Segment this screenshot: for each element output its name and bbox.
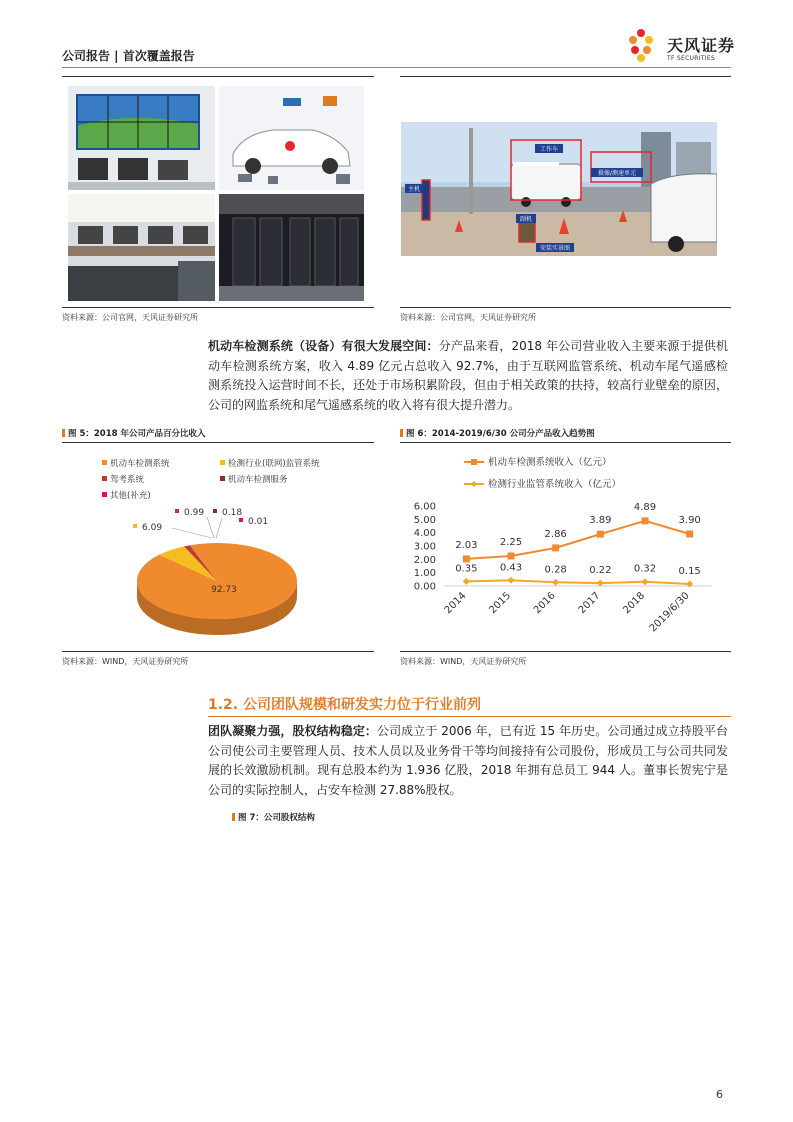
data-label: 0.32: [633, 563, 657, 575]
series-line: [466, 580, 689, 584]
line-legend-marker: [471, 481, 477, 487]
data-point: [463, 555, 470, 562]
data-label: 3.90: [678, 515, 701, 526]
data-label: 0.28: [544, 564, 567, 576]
data-point: [597, 531, 604, 538]
data-label: 0.22: [589, 565, 612, 577]
line-legend-marker: [471, 459, 477, 465]
label-aux: 副机: [519, 216, 533, 223]
paragraph-body: 公司成立于 2006 年，已有近 15 年历史。公司通过成立持股平台公司使公司主要管理人员、技术人员以及业务骨干等均间接持有公司股份，形成员工与公司共同发展的长效激励机制。现有总股本约为 1.936 亿股，2018 年拥有总员工 944 人。董事长贺宪宁是公司的实际控制人，占安车检测 27.88%股权。: [208, 724, 728, 797]
paragraph-product-analysis: [208, 337, 728, 415]
y-tick-label: 2.00: [413, 554, 436, 566]
logo-text-cn: 天风证券: [667, 36, 736, 55]
label-camera-unit: 摄像/测速单元: [597, 170, 637, 177]
paragraph-body: 分产品来看，2018 年公司营业收入主要来源于提供机动车检测系统方案，收入 4.89 亿元占总收入 92.7%，由于互联网监管系统、机动车尾气遥感检测系统投入运营时间不长，还处于市场积累阶段，但由于相关政策的扶持，较高行业壁垒的原因，公司的网监系统和尾气遥感系统的收入将有很大提升潜力。: [208, 339, 728, 412]
y-tick-label: 5.00: [413, 514, 436, 526]
data-point: [686, 581, 693, 588]
aux-box-icon: [519, 220, 535, 242]
report-header-title: 公司报告 | 首次覆盖报告: [62, 49, 195, 63]
x-tick-label: 2017: [576, 590, 603, 617]
data-label: 2.03: [455, 539, 478, 551]
y-tick-label: 3.00: [413, 541, 436, 553]
fig5-top-rule: [62, 442, 374, 443]
header-divider: [62, 67, 731, 68]
data-point: [686, 531, 693, 538]
x-tick-label: 2016: [532, 590, 558, 617]
server-room-photo: [219, 194, 364, 301]
pie-chart: [62, 446, 374, 646]
x-tick-label: 2019/6/30: [647, 590, 692, 635]
control-room-photo: [68, 86, 215, 190]
paragraph-team-structure: [208, 722, 728, 800]
x-tick-label: 2018: [621, 590, 648, 617]
fig5-title: [62, 427, 206, 439]
office-photo: [68, 194, 215, 301]
host-box-icon: [422, 180, 430, 220]
page-number: 6: [716, 1088, 723, 1101]
photo-left-source: 资料来源：公司官网，天风证券研究所: [62, 313, 198, 322]
product-photo-collage: [68, 86, 364, 301]
data-point: [508, 553, 515, 560]
pie-label-marker: [133, 524, 137, 528]
remote-sensing-installation-photo: [401, 122, 717, 256]
fig6-title-text: 图 6：2014-2019/6/30 公司分产品收入趋势图: [406, 429, 595, 439]
fig6-top-rule: [400, 442, 731, 443]
pie-leader-line: [207, 517, 214, 538]
data-point: [552, 544, 559, 551]
fig-marker: [62, 429, 65, 437]
pie-legend-swatch: [220, 460, 225, 465]
pie-value-label: 6.09: [142, 523, 163, 533]
fig5-title-text: 图 5：2018 年公司产品百分比收入: [68, 429, 206, 439]
fig-marker: [232, 813, 235, 821]
right-top-rule: [400, 76, 731, 77]
label-work-vehicle: 工作车: [539, 146, 559, 153]
photo-right-source: 资料来源：公司官网，天风证券研究所: [400, 313, 536, 322]
pie-value-label: 0.99: [184, 508, 205, 518]
pie-legend-swatch: [102, 476, 107, 481]
x-tick-label: 2015: [487, 590, 514, 617]
pie-value-label: 0.18: [222, 508, 243, 518]
y-tick-label: 4.00: [413, 528, 436, 540]
pie-legend-swatch: [102, 492, 107, 497]
left-top-rule: [62, 76, 374, 77]
data-label: 0.35: [455, 563, 478, 575]
fig6-bottom-rule: [400, 651, 731, 652]
right-photo-bottom-rule: [400, 307, 731, 308]
fig-marker: [400, 429, 403, 437]
paragraph-lead: 机动车检测系统（设备）有很大发展空间：: [208, 339, 439, 353]
data-label: 4.89: [633, 501, 657, 513]
fig6-title: [400, 427, 595, 439]
fig5-bottom-rule: [62, 651, 374, 652]
data-label: 3.89: [589, 515, 612, 527]
data-point: [508, 577, 515, 584]
pie-label-marker: [213, 509, 217, 513]
data-point: [597, 580, 604, 587]
pie-leader-line: [216, 518, 222, 538]
pie-legend-label: 机动车检测系统: [110, 459, 170, 469]
section-heading: 1.2. 公司团队规模和研发实力位于行业前列: [208, 697, 481, 713]
label-host: 主机: [407, 186, 421, 193]
fig7-title-text: 图 7：公司股权结构: [238, 813, 315, 823]
data-point: [642, 578, 649, 585]
pie-legend-label: 机动车检测服务: [228, 475, 288, 485]
logo-text-en: TF SECURITIES: [667, 55, 716, 62]
y-tick-label: 6.00: [413, 501, 436, 513]
pie-legend-swatch: [102, 460, 107, 465]
pie-leader-line: [172, 528, 212, 538]
fig5-source: 资料来源：WIND，天风证券研究所: [62, 657, 189, 666]
pie-legend-swatch: [220, 476, 225, 481]
fig7-title: [232, 811, 315, 823]
data-label: 0.43: [499, 562, 523, 574]
line-legend-label: 机动车检测系统收入（亿元）: [488, 457, 612, 468]
label-install-scene: 安装实景图: [539, 245, 571, 252]
pie-label-marker: [239, 518, 243, 522]
paragraph-lead: 团队凝聚力强，股权结构稳定：: [208, 724, 377, 738]
pie-legend-label: 检测行业(联网)监管系统: [228, 459, 320, 469]
x-tick-label: 2014: [442, 590, 469, 617]
y-tick-label: 1.00: [413, 568, 436, 580]
data-label: 2.86: [544, 528, 567, 540]
pie-label-marker: [175, 509, 179, 513]
left-photo-bottom-rule: [62, 307, 374, 308]
logo-mark-icon: [629, 29, 653, 62]
pie-value-label: 0.01: [248, 517, 269, 527]
fig6-source: 资料来源：WIND，天风证券研究所: [400, 657, 527, 666]
section-divider: [208, 716, 731, 717]
inspection-car-photo: [219, 86, 364, 190]
data-point: [463, 578, 470, 585]
pie-legend-label: 驾考系统: [110, 475, 145, 485]
data-label: 2.25: [499, 537, 523, 548]
line-legend-label: 检测行业监管系统收入（亿元）: [488, 479, 622, 490]
data-point: [552, 579, 559, 586]
data-point: [642, 517, 649, 524]
pie-legend-label: 其他(补充): [110, 491, 151, 501]
y-tick-label: 0.00: [413, 581, 436, 593]
line-chart: [400, 446, 731, 646]
pie-value-label: 92.73: [211, 585, 237, 595]
data-label: 0.15: [678, 566, 701, 577]
